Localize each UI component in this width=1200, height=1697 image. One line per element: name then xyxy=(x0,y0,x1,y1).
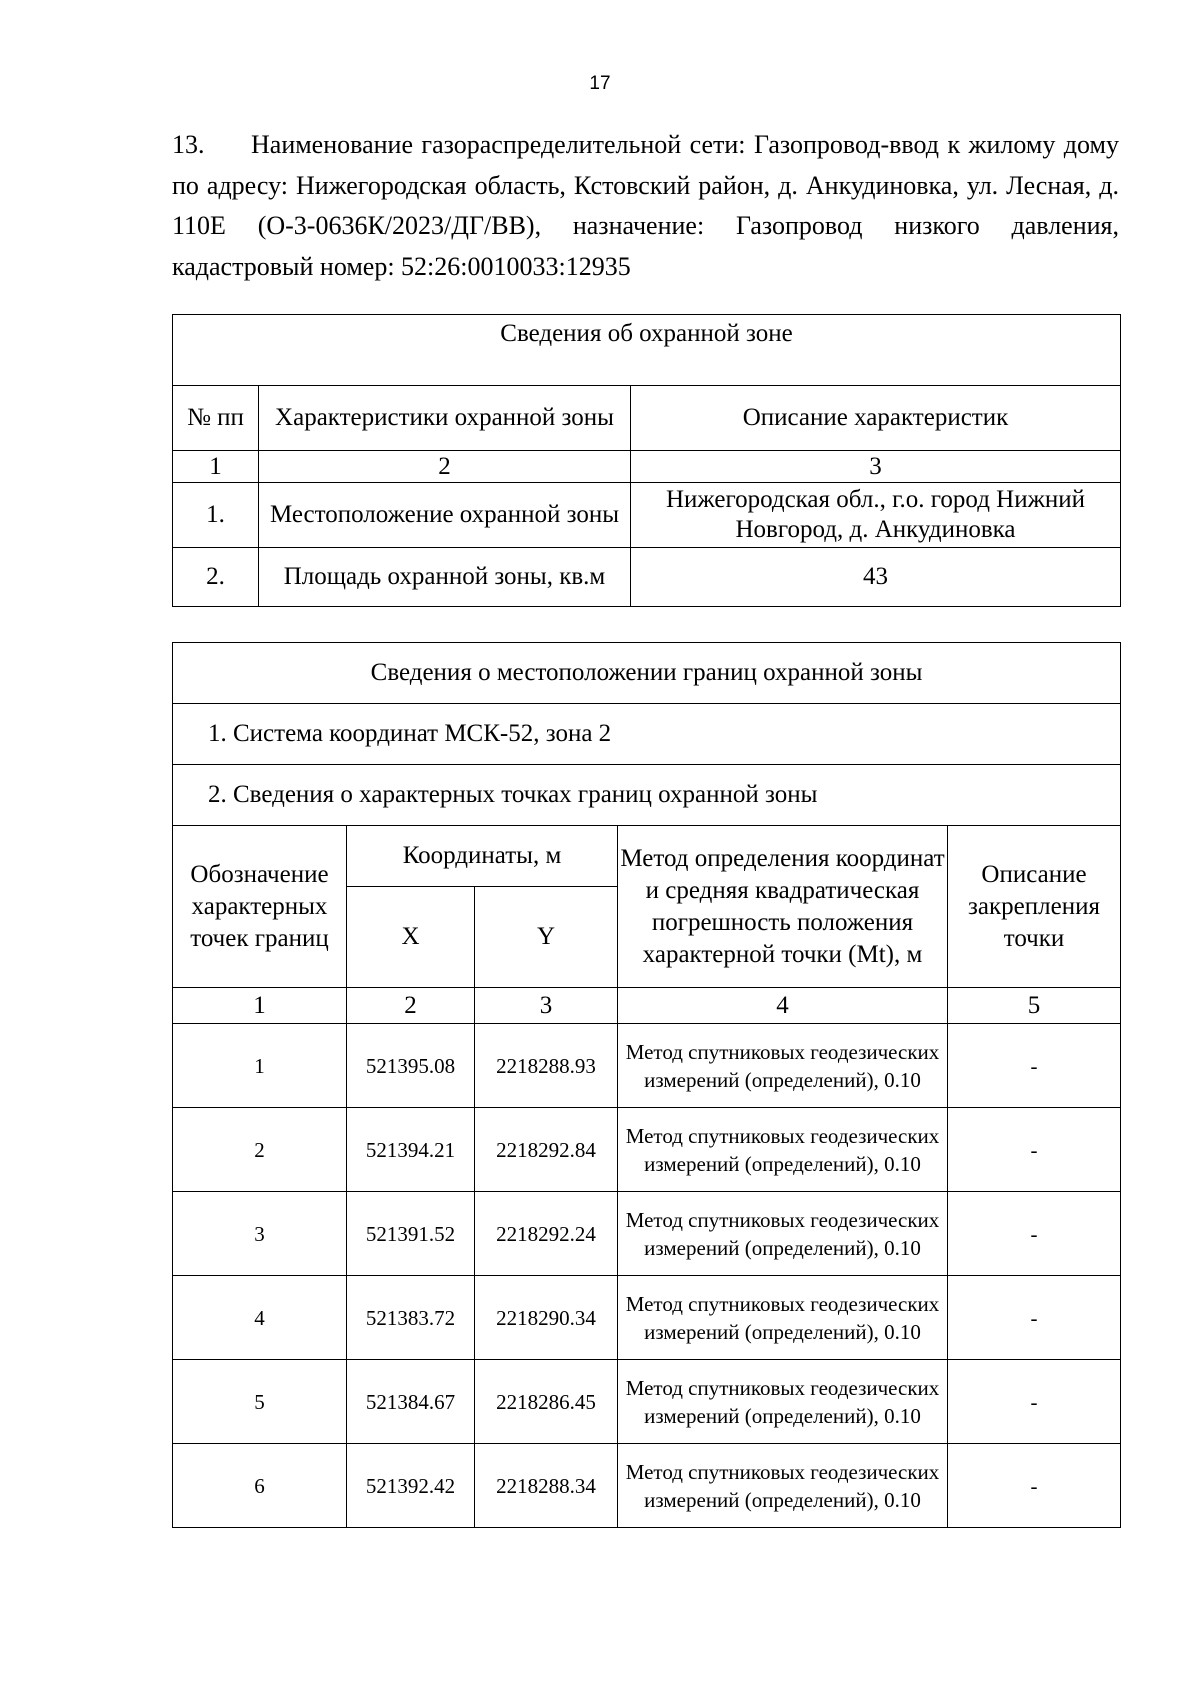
point-y: 2218288.34 xyxy=(475,1444,618,1528)
header-x: X xyxy=(347,887,475,988)
point-id: 5 xyxy=(173,1360,347,1444)
table-row xyxy=(173,1108,1121,1192)
point-y: 2218290.34 xyxy=(475,1276,618,1360)
point-fixing: - xyxy=(948,1276,1121,1360)
points-heading: 2. Сведения о характерных точках границ охранной зоны xyxy=(173,765,1121,826)
table-row xyxy=(173,483,1121,548)
index-cell: 5 xyxy=(948,988,1121,1024)
boundary-coordinates-table xyxy=(172,642,1121,1528)
index-cell: 2 xyxy=(259,451,631,483)
point-id: 4 xyxy=(173,1276,347,1360)
header-characteristic: Характеристики охранной зоны xyxy=(259,386,631,451)
point-x: 521392.42 xyxy=(347,1444,475,1528)
header-method: Метод определения координат и средняя квадратическая погрешность положения характерной точки (Mt), м xyxy=(618,826,948,988)
point-method: Метод спутниковых геодезических измерений (определений), 0.10 xyxy=(618,1108,948,1192)
intro-paragraph xyxy=(172,125,1119,287)
header-designation: Обозначение характерных точек границ xyxy=(173,826,347,988)
point-y: 2218292.24 xyxy=(475,1192,618,1276)
point-method: Метод спутниковых геодезических измерений (определений), 0.10 xyxy=(618,1024,948,1108)
point-x: 521384.67 xyxy=(347,1360,475,1444)
point-y: 2218288.93 xyxy=(475,1024,618,1108)
index-cell: 4 xyxy=(618,988,948,1024)
index-cell: 1 xyxy=(173,988,347,1024)
row-number: 2. xyxy=(173,548,259,607)
point-id: 2 xyxy=(173,1108,347,1192)
index-cell: 3 xyxy=(475,988,618,1024)
zone-table-title: Сведения об охранной зоне xyxy=(173,315,1121,386)
point-fixing: - xyxy=(948,1360,1121,1444)
table-row xyxy=(173,1360,1121,1444)
header-number: № пп xyxy=(173,386,259,451)
table-row xyxy=(173,1192,1121,1276)
point-x: 521395.08 xyxy=(347,1024,475,1108)
point-method: Метод спутниковых геодезических измерений (определений), 0.10 xyxy=(618,1192,948,1276)
coordinate-system: 1. Система координат МСК-52, зона 2 xyxy=(173,704,1121,765)
point-x: 521383.72 xyxy=(347,1276,475,1360)
point-y: 2218286.45 xyxy=(475,1360,618,1444)
header-description: Описание характеристик xyxy=(631,386,1121,451)
point-y: 2218292.84 xyxy=(475,1108,618,1192)
page-number: 17 xyxy=(589,73,611,94)
point-method: Метод спутниковых геодезических измерений (определений), 0.10 xyxy=(618,1276,948,1360)
table-row xyxy=(173,1444,1121,1528)
header-fixing: Описание закрепления точки xyxy=(948,826,1121,988)
index-cell: 1 xyxy=(173,451,259,483)
point-fixing: - xyxy=(948,1108,1121,1192)
header-coordinates: Координаты, м xyxy=(347,826,618,887)
row-name: Площадь охранной зоны, кв.м xyxy=(259,548,631,607)
row-number: 1. xyxy=(173,483,259,548)
point-x: 521394.21 xyxy=(347,1108,475,1192)
point-fixing: - xyxy=(948,1444,1121,1528)
item-number: 13. xyxy=(172,130,205,159)
point-x: 521391.52 xyxy=(347,1192,475,1276)
table-row xyxy=(173,548,1121,607)
point-fixing: - xyxy=(948,1024,1121,1108)
table-row xyxy=(173,1276,1121,1360)
intro-text: Наименование газораспределительной сети: Газопровод-ввод к жилому дому по адресу: Нижегородская область, Кстовский район, д. Анкудиновка, ул. Лесная, д. 110Е (О-3-0636К/2023/ДГ/ВВ), назначение: Газопровод низкого давления, кадастровый номер: 52:26:0010033:12935 xyxy=(172,130,1119,281)
point-id: 3 xyxy=(173,1192,347,1276)
row-value: Нижегородская обл., г.о. город Нижний Новгород, д. Анкудиновка xyxy=(631,483,1121,548)
index-cell: 3 xyxy=(631,451,1121,483)
coords-table-title: Сведения о местоположении границ охранной зоны xyxy=(173,643,1121,704)
point-method: Метод спутниковых геодезических измерений (определений), 0.10 xyxy=(618,1444,948,1528)
row-name: Местоположение охранной зоны xyxy=(259,483,631,548)
point-method: Метод спутниковых геодезических измерений (определений), 0.10 xyxy=(618,1360,948,1444)
point-id: 6 xyxy=(173,1444,347,1528)
point-id: 1 xyxy=(173,1024,347,1108)
table-row xyxy=(173,1024,1121,1108)
protection-zone-table xyxy=(172,314,1121,607)
header-y: Y xyxy=(475,887,618,988)
point-fixing: - xyxy=(948,1192,1121,1276)
index-cell: 2 xyxy=(347,988,475,1024)
row-value: 43 xyxy=(631,548,1121,607)
